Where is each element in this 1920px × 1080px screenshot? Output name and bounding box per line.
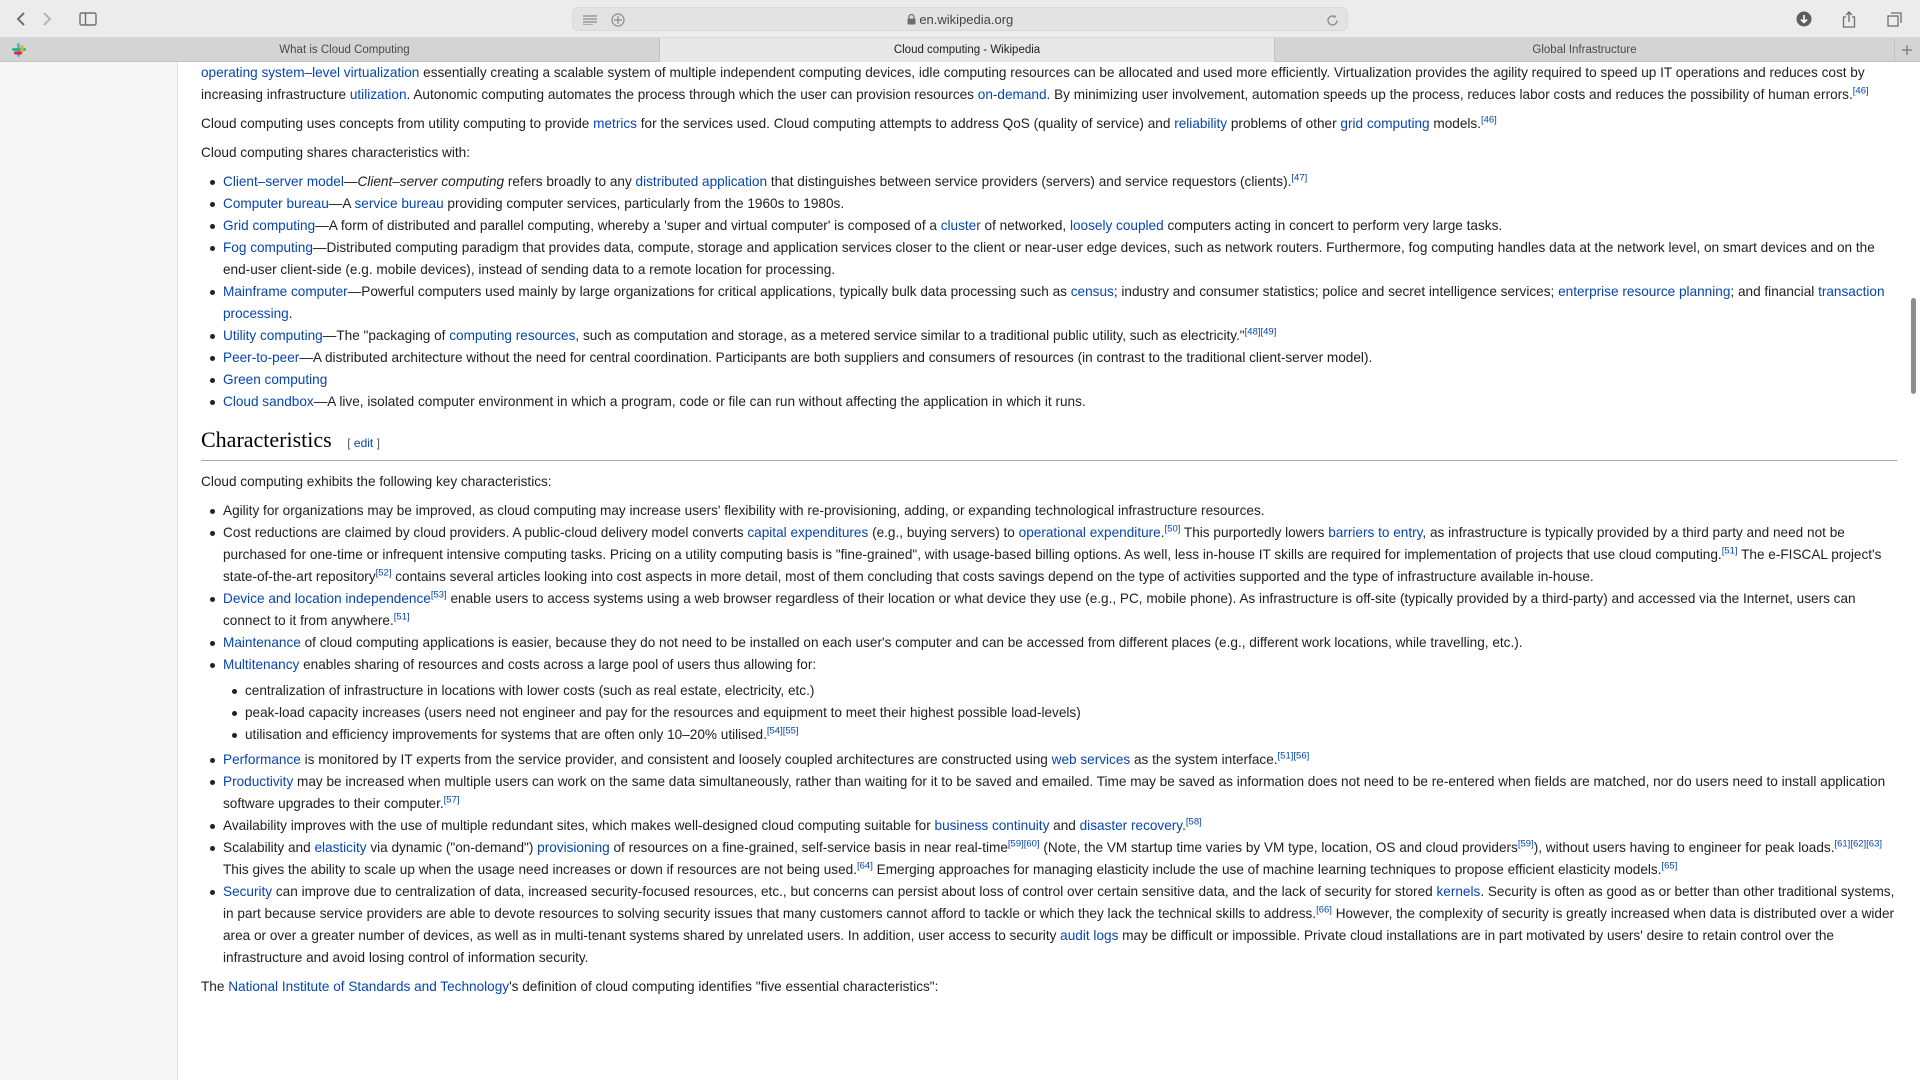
tabs-icon — [1887, 12, 1902, 27]
article-link[interactable]: utilization — [349, 87, 407, 102]
body-text: of networked, — [980, 218, 1070, 233]
paragraph-automation — [201, 62, 1897, 106]
citation-ref[interactable]: [51] — [393, 611, 410, 623]
body-text: can improve due to centralization of data, increased security-focused resources, etc., but concerns can persist about loss of control over certain sensitive data, and the lack of security for stored — [272, 884, 1437, 899]
list-item — [201, 237, 1897, 281]
article-link[interactable]: transaction processing — [223, 284, 1885, 321]
article-link[interactable]: computing resources — [449, 328, 576, 343]
article-link[interactable]: service bureau — [354, 196, 444, 211]
article-link[interactable]: distributed application — [635, 174, 768, 189]
back-button[interactable] — [10, 8, 32, 30]
article-link[interactable]: Mainframe computer — [223, 284, 348, 299]
citation-ref[interactable]: [48][49] — [1244, 326, 1277, 338]
list-item — [201, 702, 1897, 724]
tab-cloud-computing-wikipedia[interactable]: Cloud computing - Wikipedia — [660, 38, 1275, 62]
body-text: The e-FISCAL project's state-of-the-art repository — [223, 547, 1882, 584]
citation-ref[interactable]: [65] — [1661, 860, 1678, 872]
browser-toolbar — [0, 0, 1920, 38]
article-link[interactable]: Computer bureau — [223, 196, 329, 211]
body-text: enable users to access systems using a web browser regardless of their location or what device they use (e.g., PC, mobile phone). As infrastructure is off-site (typically provided by a third-party) and accessed via the Internet, users can connect to it from anywhere. — [223, 591, 1856, 628]
edit-link[interactable]: edit — [353, 436, 374, 450]
citation-ref[interactable]: [61][62][63] — [1834, 838, 1883, 850]
tab-what-is-cloud-computing[interactable]: What is Cloud Computing — [30, 38, 660, 62]
body-text: and — [1049, 818, 1080, 833]
article-link[interactable]: Productivity — [223, 774, 294, 789]
body-text: ; and financial — [1730, 284, 1819, 299]
body-text: problems of other — [1227, 116, 1341, 131]
section-title: Characteristics — [201, 427, 332, 452]
italic-text: Client–server computing — [357, 174, 505, 189]
download-icon — [1796, 11, 1812, 27]
list-item — [201, 522, 1897, 588]
body-text: (Note, the VM startup time varies by VM type, location, OS and cloud providers — [1039, 840, 1518, 855]
body-text: . — [288, 306, 293, 321]
article-link[interactable]: Peer-to-peer — [223, 350, 300, 365]
citation-ref[interactable]: [53] — [430, 589, 447, 601]
article-link[interactable]: Maintenance — [223, 635, 301, 650]
paragraph-nist — [201, 976, 1897, 998]
multitenancy-sublist — [201, 680, 1897, 746]
list-item — [201, 347, 1897, 369]
list-item — [201, 391, 1897, 413]
tab-global-infrastructure[interactable]: Global Infrastructure — [1275, 38, 1895, 62]
body-text: centralization of infrastructure in locations with lower costs (such as real estate, electricity, etc.) — [245, 683, 815, 698]
characteristics-list — [201, 500, 1897, 676]
article-link[interactable]: kernels — [1436, 884, 1481, 899]
body-text: Agility for organizations may be improved, as cloud computing may increase users' flexibility with re-provisioning, adding, or expanding technological infrastructure resources. — [223, 503, 1265, 518]
article-content — [201, 62, 1897, 1080]
share-button[interactable] — [1837, 8, 1861, 30]
citation-ref[interactable]: [59] — [1517, 838, 1534, 850]
article-link[interactable]: operating system–level virtualization — [201, 65, 420, 80]
share-icon — [1842, 11, 1856, 28]
body-text: . — [1182, 818, 1186, 833]
scrollbar-thumb[interactable] — [1911, 298, 1916, 394]
citation-ref[interactable]: [64] — [857, 860, 873, 872]
list-item — [201, 771, 1897, 815]
citation-ref[interactable]: [57] — [443, 794, 460, 806]
list-item — [201, 171, 1897, 193]
article-link[interactable]: National Institute of Standards and Technology — [228, 979, 510, 994]
body-text: peak-load capacity increases (users need not engineer and pay for the resources and equipment to meet their highest possible load-levels) — [245, 705, 1081, 720]
body-text: may be difficult or impossible. Private cloud installations are in part motivated by users' desire to retain control over the infrastructure and avoid losing control of information security. — [223, 928, 1834, 965]
body-text: Cost reductions are claimed by cloud providers. A public-cloud delivery model converts — [223, 525, 748, 540]
body-text: ; industry and consumer statistics; police and secret intelligence services; — [1113, 284, 1559, 299]
list-item — [201, 837, 1897, 881]
article-link[interactable]: operational expenditure — [1018, 525, 1161, 540]
article-link[interactable]: Green computing — [223, 372, 328, 387]
citation-ref[interactable]: [66] — [1316, 904, 1332, 916]
article-link[interactable]: metrics — [593, 116, 637, 131]
list-item — [201, 369, 1897, 391]
characteristics-list-continued — [201, 749, 1897, 969]
chevron-right-icon — [42, 12, 52, 26]
section-heading — [201, 425, 1897, 461]
body-text: utilisation and efficiency improvements for systems that are often only 10–20% utilised. — [245, 727, 767, 742]
body-text: —The "packaging of — [322, 328, 450, 343]
article-link[interactable]: elasticity — [314, 840, 367, 855]
article-link[interactable]: Multitenancy — [223, 657, 300, 672]
new-tab-button[interactable] — [1895, 38, 1919, 62]
body-text: refers broadly to any — [504, 174, 636, 189]
body-text: , as infrastructure is typically provided by a third party and need not be purchased for one-time or infrequent intensive computing tasks. Pricing on a utility computing basis is "fine-grained", with usage-based billing options. As well, less in-house IT skills are required for implementation of projects that use cloud computing. — [223, 525, 1845, 562]
body-text: . By minimizing user involvement, automation speeds up the process, reduces labor costs and reduces the possibility of human errors. — [1046, 87, 1853, 102]
citation-ref[interactable]: [46] — [1480, 114, 1497, 126]
body-text: of resources on a fine-grained, self-service basis in near real-time — [609, 840, 1008, 855]
body-text: The — [201, 979, 229, 994]
body-text: Cloud computing shares characteristics with: — [201, 145, 470, 160]
article-link[interactable]: reliability — [1174, 116, 1228, 131]
article-link[interactable]: Fog computing — [223, 240, 313, 255]
body-text: Availability improves with the use of multiple redundant sites, which makes well-designed cloud computing suitable for — [223, 818, 935, 833]
article-link[interactable]: enterprise resource planning — [1558, 284, 1731, 299]
article-link[interactable]: on-demand — [977, 87, 1047, 102]
article-link[interactable]: disaster recovery — [1079, 818, 1183, 833]
list-item — [201, 193, 1897, 215]
article-link[interactable]: Client–server model — [223, 174, 344, 189]
citation-ref[interactable]: [59][60] — [1007, 838, 1040, 850]
tabs-overview-button[interactable] — [1882, 8, 1906, 30]
article-link[interactable]: audit logs — [1060, 928, 1119, 943]
article-link[interactable]: cluster — [940, 218, 981, 233]
article-link[interactable]: barriers to entry — [1328, 525, 1423, 540]
citation-ref[interactable]: [47] — [1291, 172, 1308, 184]
list-item — [201, 588, 1897, 632]
body-text: —Powerful computers used mainly by large organizations for critical applications, typically bulk data processing such as — [347, 284, 1071, 299]
body-text: enables sharing of resources and costs across a large pool of users thus allowing for: — [299, 657, 817, 672]
citation-ref[interactable]: [52] — [375, 567, 392, 579]
body-text: —A form of distributed and parallel computing, whereby a 'super and virtual computer' is composed of a — [315, 218, 941, 233]
body-text: — — [343, 174, 358, 189]
body-text: 's definition of cloud computing identifies "five essential characteristics": — [509, 979, 939, 994]
list-item — [201, 281, 1897, 325]
body-text: Emerging approaches for managing elasticity include the use of machine learning techniques to propose efficient elasticity models. — [872, 862, 1662, 877]
list-item — [201, 749, 1897, 771]
body-text: . Security is often as good as or better than other traditional systems, in part because service providers are able to devote resources to solving security issues that many customers cannot afford to tackle or which they lack the technical skills to address. — [223, 884, 1895, 921]
paragraph-utility — [201, 113, 1897, 135]
citation-ref[interactable]: [51][56] — [1277, 750, 1310, 762]
sidebar-icon — [79, 12, 97, 26]
body-text: of cloud computing applications is easier, because they do not need to be installed on each user's computer and can be accessed from different places (e.g., different work locations, while travelling, etc.). — [300, 635, 1523, 650]
citation-ref[interactable]: [46] — [1852, 85, 1869, 97]
list-item — [201, 881, 1897, 969]
body-text: This gives the ability to scale up when the usage need increases or down if resources are not being used. — [223, 862, 857, 877]
body-text: . — [1160, 525, 1165, 540]
article-link[interactable]: grid computing — [1340, 116, 1430, 131]
paragraph-exhibits — [201, 471, 1897, 493]
body-text: —A live, isolated computer environment in which a program, code or file can run without affecting the application in which it runs. — [313, 394, 1086, 409]
article-link[interactable]: web services — [1051, 752, 1131, 767]
reload-icon[interactable] — [1323, 9, 1341, 31]
citation-ref[interactable]: [58] — [1185, 816, 1202, 828]
list-item — [201, 325, 1897, 347]
body-text: (e.g., buying servers) to — [868, 525, 1019, 540]
citation-ref[interactable]: [51] — [1721, 545, 1738, 557]
chevron-left-icon — [16, 12, 26, 26]
article-link[interactable]: provisioning — [537, 840, 610, 855]
body-text: as the system interface. — [1130, 752, 1278, 767]
article-link[interactable]: Utility computing — [223, 328, 323, 343]
body-text: —Distributed computing paradigm that provides data, compute, storage and application services closer to the client or near-user edge devices, such as network routers. Furthermore, fog computing handles data at the network level, on smart devices and on the end-user client-side (e.g. mobile devices), instead of sending data to a remote location for processing. — [223, 240, 1875, 277]
address-bar[interactable] — [572, 7, 1348, 31]
shares-list — [201, 171, 1897, 413]
body-text: models. — [1429, 116, 1481, 131]
article-link[interactable]: census — [1070, 284, 1114, 299]
list-item — [201, 724, 1897, 746]
list-item — [201, 654, 1897, 676]
list-item — [201, 500, 1897, 522]
tab-bar — [0, 38, 1920, 62]
list-item — [201, 632, 1897, 654]
url-text: en.wikipedia.org — [573, 12, 1347, 27]
body-text: Scalability and — [223, 840, 315, 855]
body-text: Cloud computing exhibits the following key characteristics: — [201, 474, 552, 489]
forward-button[interactable] — [36, 8, 58, 30]
body-text: providing computer services, particularly from the 1960s to 1980s. — [443, 196, 845, 211]
article-link[interactable]: Security — [223, 884, 273, 899]
article-link[interactable]: Performance — [223, 752, 301, 767]
plus-icon — [1902, 45, 1912, 55]
body-text: This purportedly lowers — [1180, 525, 1329, 540]
list-item — [201, 215, 1897, 237]
article-link[interactable]: Cloud sandbox — [223, 394, 314, 409]
list-item — [201, 815, 1897, 837]
body-text: via dynamic ("on-demand") — [366, 840, 538, 855]
body-text: Cloud computing uses concepts from utility computing to provide — [201, 116, 594, 131]
body-text: , such as computation and storage, as a metered service similar to a traditional public utility, such as electricity." — [575, 328, 1245, 343]
citation-ref[interactable]: [50] — [1164, 523, 1181, 535]
lock-icon — [907, 12, 920, 27]
body-text: computers acting in concert to perform very large tasks. — [1163, 218, 1503, 233]
slack-icon[interactable] — [12, 43, 26, 57]
article-link[interactable]: loosely coupled — [1069, 218, 1164, 233]
downloads-button[interactable] — [1792, 8, 1816, 30]
body-text: for the services used. Cloud computing attempts to address QoS (quality of service) and — [636, 116, 1175, 131]
body-text: may be increased when multiple users can work on the same data simultaneously, rather than waiting for it to be saved and emailed. Time may be saved as information does not need to be re-entered when fields are matched, nor do users need to install application software upgrades to their computer. — [223, 774, 1886, 811]
body-text: . Autonomic computing automates the process through which the user can provision resources — [406, 87, 978, 102]
body-text: —A distributed architecture without the need for central coordination. Participants are both suppliers and consumers of resources (in contrast to the traditional client-server model). — [299, 350, 1373, 365]
list-item — [201, 680, 1897, 702]
body-text: essentially creating a scalable system of multiple independent computing devices, idle computing resources can be allocated and used more efficiently. Virtualization provides the agility required to speed up IT operations and reduces cost by increasing infrastructure — [201, 65, 1865, 102]
body-text: that distinguishes between service providers (servers) and service requestors (clients). — [767, 174, 1292, 189]
body-text: —A — [328, 196, 355, 211]
paragraph-shares-intro — [201, 142, 1897, 164]
sidebar-toggle-button[interactable] — [76, 8, 100, 30]
article-link[interactable]: Device and location independence — [223, 591, 431, 606]
wikipedia-sidebar — [0, 62, 178, 1080]
body-text: ), without users having to engineer for peak loads. — [1533, 840, 1835, 855]
article-link[interactable]: capital expenditures — [747, 525, 869, 540]
body-text: contains several articles looking into cost aspects in more detail, most of them concluding that costs savings depend on the type of activities supported and the type of infrastructure available in-house. — [391, 569, 1594, 584]
citation-ref[interactable]: [54][55] — [766, 725, 799, 737]
article-link[interactable]: business continuity — [934, 818, 1050, 833]
body-text: However, the complexity of security is greatly increased when data is distributed over a wider area or over a greater number of devices, as well as in multi-tenant systems shared by unrelated users. In addition, user access to security — [223, 906, 1895, 943]
body-text: is monitored by IT experts from the service provider, and consistent and loosely coupled architectures are constructed using — [300, 752, 1052, 767]
edit-section: [ edit ] — [347, 436, 380, 450]
article-link[interactable]: Grid computing — [223, 218, 316, 233]
